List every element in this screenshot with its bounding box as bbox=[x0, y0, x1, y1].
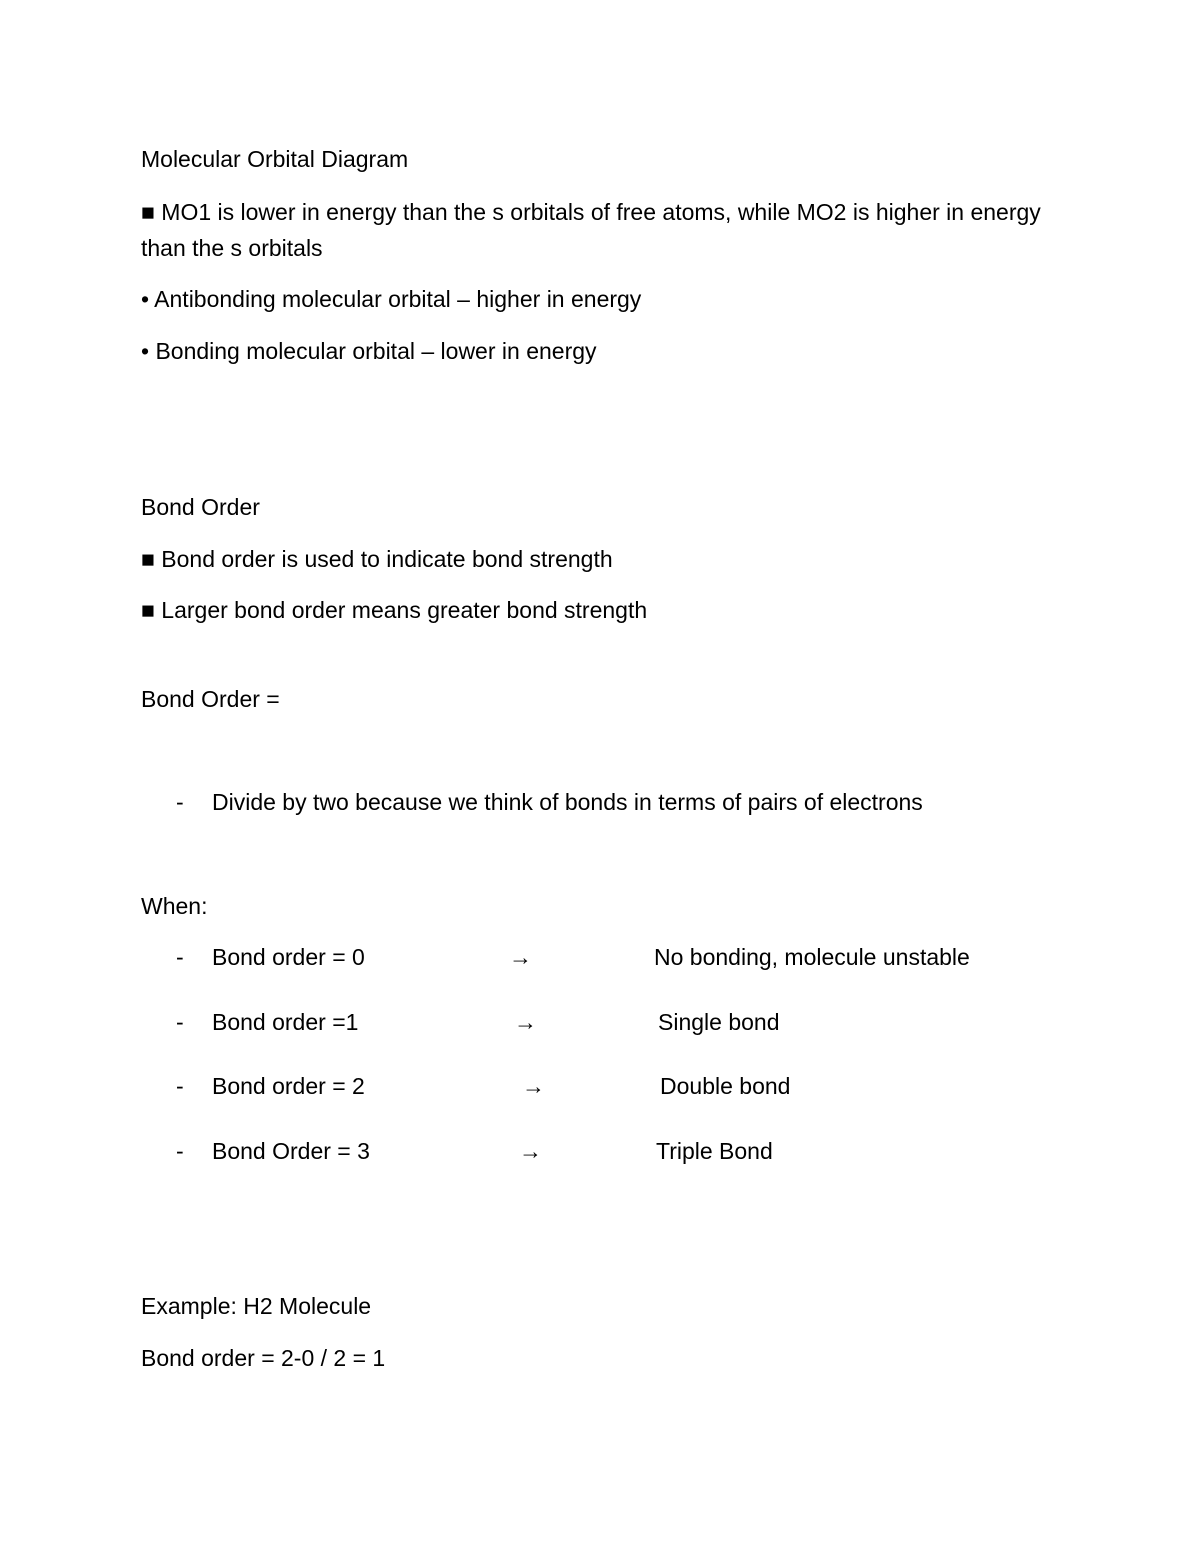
row-dash: - bbox=[176, 944, 184, 970]
mo-point-1: ■ MO1 is lower in energy than the s orbitals of free atoms, while MO2 is higher in energy than the s orbitals bbox=[141, 199, 1041, 261]
row-3-condition: Bond Order = 3 bbox=[212, 1138, 370, 1164]
arrow-icon: → bbox=[519, 1138, 542, 1164]
mo-section-title: Molecular Orbital Diagram bbox=[141, 146, 409, 172]
example-calc: Bond order = 2-0 / 2 = 1 bbox=[141, 1345, 386, 1371]
row-dash: - bbox=[176, 1138, 184, 1164]
row-2-condition: Bond order = 2 bbox=[212, 1073, 365, 1099]
arrow-icon: → bbox=[509, 944, 532, 970]
mo-point-3: • Bonding molecular orbital – lower in energy bbox=[141, 338, 597, 364]
arrow-icon: → bbox=[514, 1009, 537, 1035]
when-title: When: bbox=[141, 893, 208, 919]
bond-order-note: Divide by two because we think of bonds in terms of pairs of electrons bbox=[212, 789, 923, 815]
row-0-result: No bonding, molecule unstable bbox=[654, 944, 970, 970]
example-title: Example: H2 Molecule bbox=[141, 1293, 372, 1319]
row-1-condition: Bond order =1 bbox=[212, 1009, 359, 1035]
bond-order-point-1: ■ Bond order is used to indicate bond strength bbox=[141, 546, 613, 572]
row-1-result: Single bond bbox=[658, 1009, 780, 1035]
row-0-condition: Bond order = 0 bbox=[212, 944, 365, 970]
row-2-result: Double bond bbox=[660, 1073, 791, 1099]
bond-order-formula-label: Bond Order = bbox=[141, 686, 280, 712]
row-3-result: Triple Bond bbox=[656, 1138, 773, 1164]
note-dash: - bbox=[176, 789, 184, 815]
arrow-icon: → bbox=[522, 1073, 545, 1099]
bond-order-point-2: ■ Larger bond order means greater bond strength bbox=[141, 597, 648, 623]
mo-point-2: • Antibonding molecular orbital – higher in energy bbox=[141, 286, 642, 312]
row-dash: - bbox=[176, 1073, 184, 1099]
bond-order-title: Bond Order bbox=[141, 494, 260, 520]
row-dash: - bbox=[176, 1009, 184, 1035]
